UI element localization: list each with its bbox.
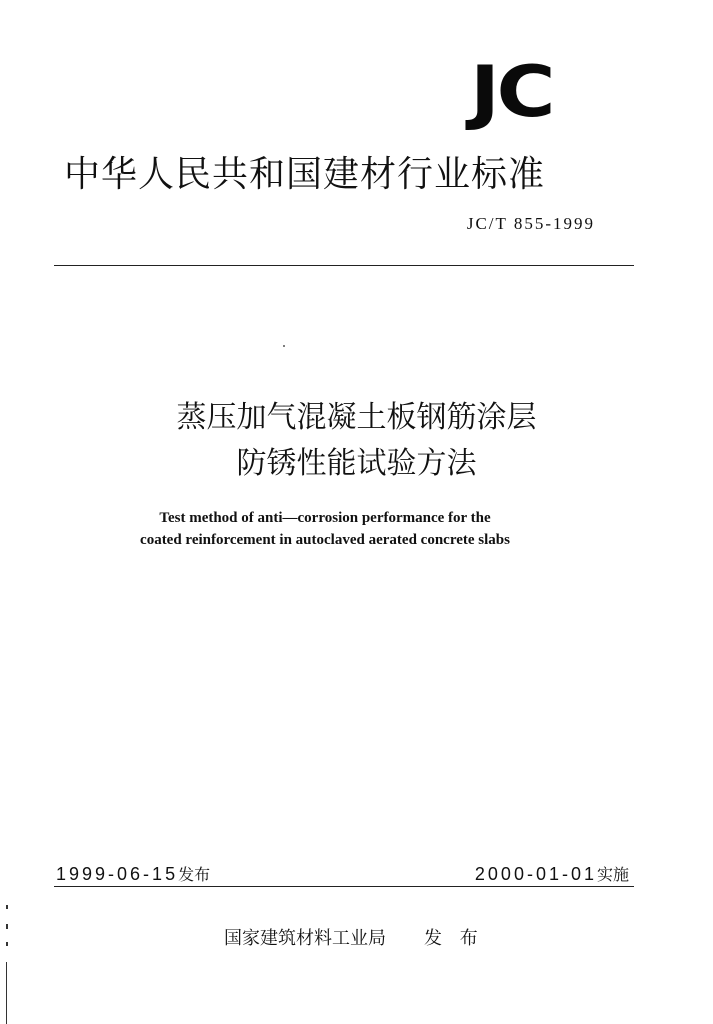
document-title-en-line1: Test method of anti—corrosion performance for the (159, 510, 491, 526)
scan-mark (6, 924, 8, 929)
document-title-en-line2: coated reinforcement in autoclaved aerated concrete slabs (140, 532, 510, 548)
header-divider (54, 265, 634, 266)
footer-divider (54, 886, 634, 887)
document-title-zh-line2: 防锈性能试验方法 (236, 446, 477, 481)
publish-label: 发 布 (424, 928, 484, 949)
publisher-name: 国家建筑材料工业局 (224, 928, 386, 949)
issue-label: 发布 (178, 865, 211, 884)
effective-label: 实施 (596, 865, 629, 884)
scan-speck (283, 345, 285, 347)
scan-edge-line (6, 962, 7, 1024)
document-title-zh-line1: 蒸压加气混凝土板钢筋涂层 (176, 400, 537, 435)
issue-date-block (56, 862, 210, 885)
effective-date: 2000-01-01 (474, 864, 597, 884)
scan-mark (6, 905, 8, 909)
standard-category-title: 中华人民共和国建材行业标准 (64, 154, 546, 195)
scan-mark (6, 942, 8, 946)
standard-code: JC/T 855-1999 (466, 214, 595, 233)
effective-date-block (475, 862, 629, 885)
jc-logo: JC (470, 51, 553, 133)
issue-date: 1999-06-15 (56, 864, 179, 884)
